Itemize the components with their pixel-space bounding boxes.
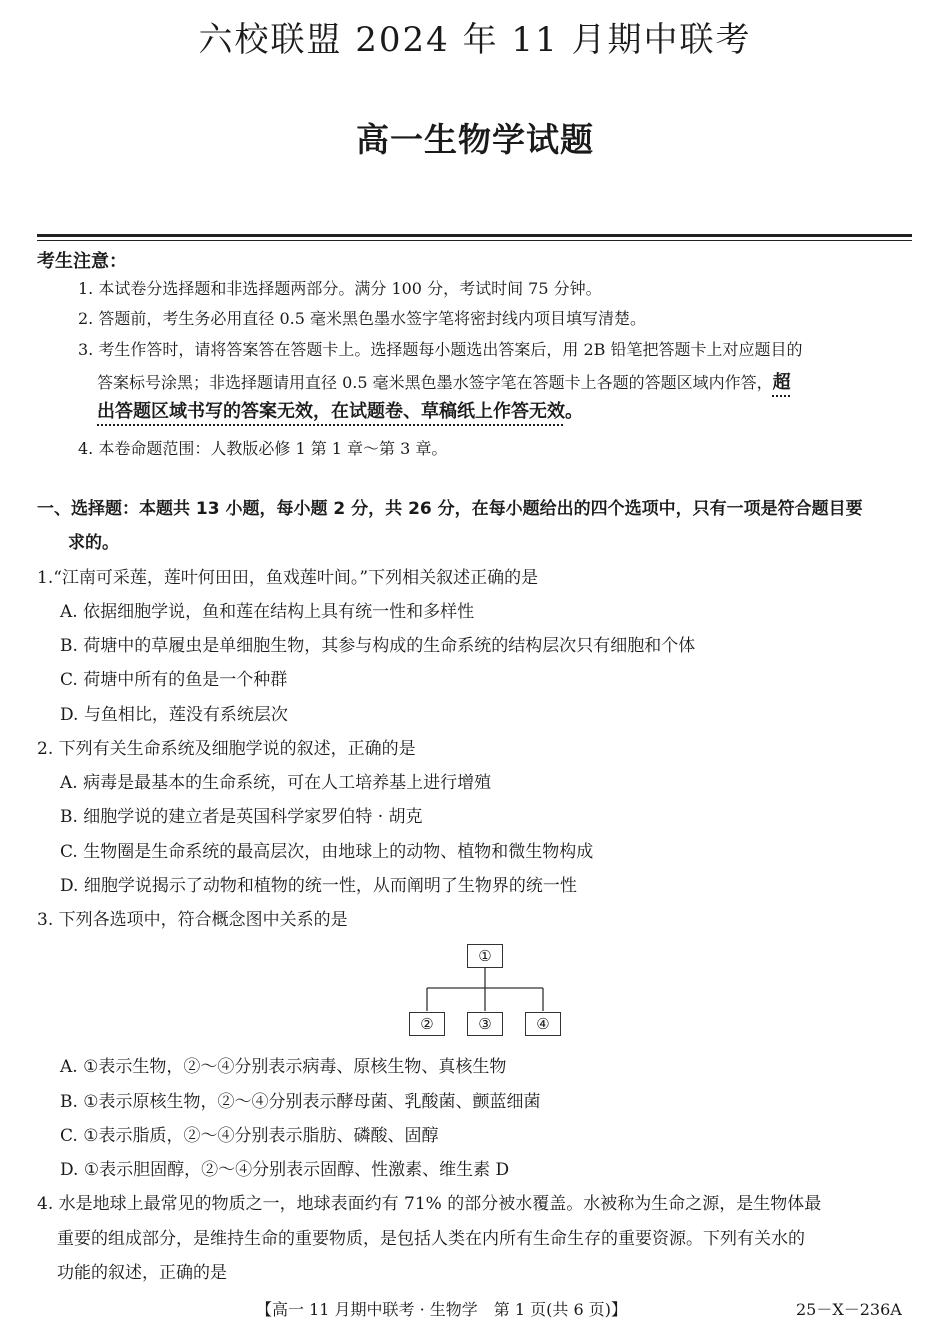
question-2-stem: 2. 下列有关生命系统及细胞学说的叙述，正确的是 [37,739,416,759]
question-3-option-b: B. ①表示原核生物，②～④分别表示酵母菌、乳酸菌、颤蓝细菌 [60,1092,541,1112]
notice-item-3: 3. 考生作答时，请将答案答在答题卡上。选择题每小题选出答案后，用 2B 铅笔把答题卡上对应题目的 [78,340,803,359]
diagram-node-2: ② [409,1012,445,1036]
question-3-option-c: C. ①表示脂质，②～④分别表示脂肪、磷酸、固醇 [60,1126,439,1146]
question-1-option-b: B. 荷塘中的草履虫是单细胞生物，其参与构成的生命系统的结构层次只有细胞和个体 [60,636,696,656]
notice-emphasis-line [97,397,583,423]
question-1-option-c: C. 荷塘中所有的鱼是一个种群 [60,670,288,690]
question-2-option-b: B. 细胞学说的建立者是英国科学家罗伯特 · 胡克 [60,807,423,827]
question-4-stem-line3: 功能的叙述，正确的是 [57,1263,227,1283]
section-heading-line1: 一、选择题：本题共 13 小题，每小题 2 分，共 26 分，在每小题给出的四个选项中，只有一项是符合题目要 [37,499,863,519]
diagram-node-1: ① [467,944,503,968]
question-1-option-a: A. 依据细胞学说，鱼和莲在结构上具有统一性和多样性 [60,602,475,622]
exam-title: 六校联盟 2024 年 11 月期中联考 [198,20,752,60]
question-3-option-a: A. ①表示生物，②～④分别表示病毒、原核生物、真核生物 [60,1057,507,1077]
question-4-stem-line2: 重要的组成部分，是维持生命的重要物质，是包括人类在内所有生命生存的重要资源。下列有关水的 [57,1229,805,1249]
question-2-option-d: D. 细胞学说揭示了动物和植物的统一性，从而阐明了生物界的统一性 [60,876,577,896]
notice-emphasis-end: 。 [565,401,583,422]
header-divider-thin [37,240,912,241]
diagram-node-4: ④ [525,1012,561,1036]
concept-diagram [400,938,580,1040]
notice-emphasis-b: 出答题区域书写的答案无效，在试题卷、草稿纸上作答无效 [97,401,565,422]
exam-subtitle: 高一生物学试题 [356,120,594,159]
diagram-node-3: ③ [467,1012,503,1036]
section-heading-line2: 求的。 [68,533,119,553]
notice-item-3-cont [97,368,791,394]
notice-emphasis-a: 超 [772,372,791,393]
question-1-option-d: D. 与鱼相比，莲没有系统层次 [60,705,288,725]
notice-item-1: 1. 本试卷分选择题和非选择题两部分。满分 100 分，考试时间 75 分钟。 [78,279,602,298]
question-4-stem-line1: 4. 水是地球上最常见的物质之一，地球表面约有 71% 的部分被水覆盖。水被称为生命之源，是生物体最 [37,1194,822,1214]
question-2-option-c: C. 生物圈是生命系统的最高层次，由地球上的动物、植物和微生物构成 [60,842,594,862]
notice-item-2: 2. 答题前，考生务必用直径 0.5 毫米黑色墨水签字笔将密封线内项目填写清楚。 [78,309,646,328]
question-3-stem: 3. 下列各选项中，符合概念图中关系的是 [37,910,348,930]
question-3-option-d: D. ①表示胆固醇，②～④分别表示固醇、性激素、维生素 D [60,1160,510,1180]
page-footer-code: 25－X－236A [796,1300,902,1319]
page-footer-info: 【高一 11 月期中联考 · 生物学 第 1 页(共 6 页)】 [256,1300,627,1319]
notice-item-3-text: 答案标号涂黑；非选择题请用直径 0.5 毫米黑色墨水签字笔在答题卡上各题的答题区域内作答， [97,373,773,392]
question-1-stem: 1.“江南可采莲，莲叶何田田，鱼戏莲叶间。”下列相关叙述正确的是 [37,568,539,588]
notice-heading: 考生注意： [37,251,127,272]
header-divider-thick [37,234,912,237]
notice-item-4: 4. 本卷命题范围：人教版必修 1 第 1 章～第 3 章。 [78,439,448,458]
question-2-option-a: A. 病毒是最基本的生命系统，可在人工培养基上进行增殖 [60,773,492,793]
